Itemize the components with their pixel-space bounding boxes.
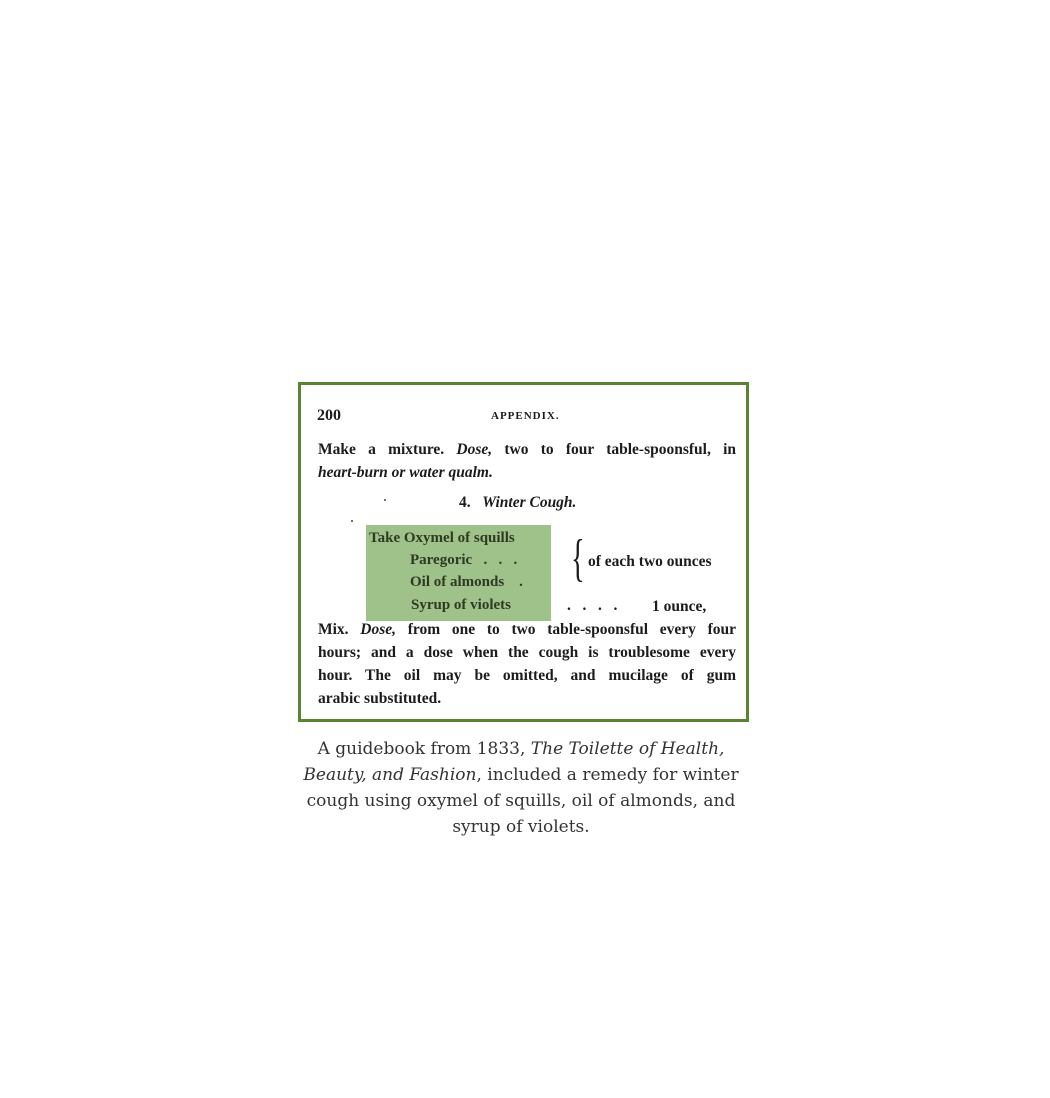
brace-symbol: { [571, 530, 585, 587]
directions-start: Mix. [318, 621, 349, 638]
recipe-heading [459, 494, 576, 512]
intro-start: Make a mixture. [318, 441, 445, 458]
ingredient-syrup-of-violets: Syrup of violets [411, 597, 512, 613]
violets-leader-dots: . . . . [567, 597, 618, 614]
intro-line-2: heart-burn or water qualm. [318, 464, 493, 481]
ingredient-oil-of-almonds: Oil of almonds . [410, 574, 523, 590]
directions-line-3-text: hour. The oil may be omitted, and mucilage of gum [318, 667, 736, 684]
intro-line-1 [318, 441, 736, 459]
caption-prefix: A guidebook from 1833, [317, 739, 531, 759]
directions-dose-word: Dose, [360, 621, 397, 638]
page-number: 200 [317, 407, 341, 424]
image-caption [300, 736, 742, 840]
directions-line-1 [318, 621, 736, 639]
intro-end: two to four table-spoonsful, in [504, 441, 737, 458]
directions-line-2-text: hours; and a dose when the cough is troublesome every [318, 644, 736, 661]
directions-line-3 [318, 667, 736, 685]
brace-label: of each two ounces [588, 553, 712, 570]
recipe-title: Winter Cough. [482, 494, 577, 511]
book-page-scan [301, 385, 746, 719]
print-speck [351, 520, 353, 522]
document-frame [298, 382, 749, 722]
caption-suffix: , included a remedy for winter cough using oxymel of squills, oil of almonds, and syrup of violets. [306, 765, 739, 837]
ingredient-paregoric: Paregoric . . . [410, 552, 518, 568]
recipe-number: 4. [459, 494, 471, 511]
directions-line-2 [318, 644, 736, 662]
directions-line-4: arabic substituted. [318, 690, 442, 707]
intro-dose-word: Dose, [456, 441, 493, 458]
running-head: APPENDIX. [491, 410, 560, 422]
print-speck [384, 499, 386, 501]
ingredient-oxymel: Take Oxymel of squills [369, 530, 515, 546]
violets-amount: 1 ounce, [652, 598, 707, 615]
directions-end: from one to two table-spoonsful every four [407, 621, 737, 638]
caption-book-title: The Toilette of Health, Beauty, and Fashion [303, 739, 725, 785]
